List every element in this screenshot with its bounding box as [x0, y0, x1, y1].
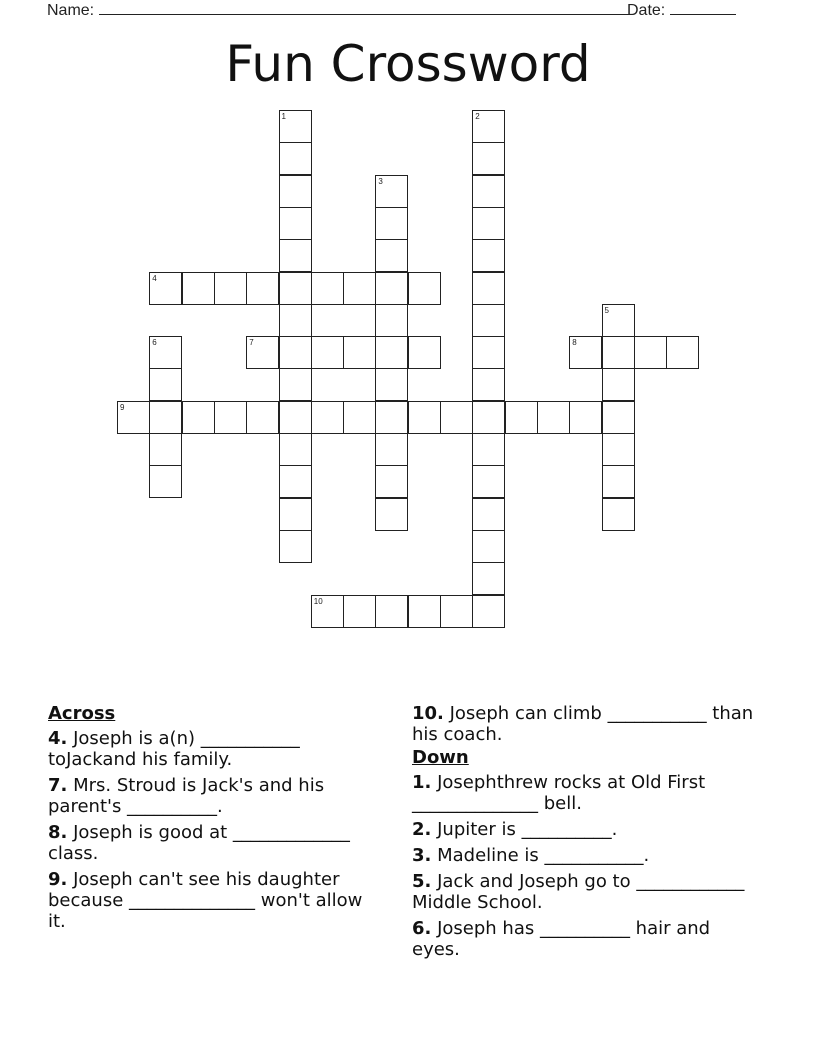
clue-number-label: 8 — [572, 338, 577, 348]
grid-cell[interactable] — [214, 401, 247, 434]
grid-cell[interactable] — [279, 175, 312, 208]
grid-cell[interactable] — [472, 336, 505, 369]
clue-number: 5. — [412, 871, 432, 892]
grid-cell[interactable] — [602, 401, 635, 434]
clues-right-column — [412, 703, 757, 965]
clue-text: Joseph is a(n) ___________ toJackand his family. — [48, 728, 300, 770]
clue-down-6 — [412, 918, 757, 960]
grid-cell[interactable] — [537, 401, 570, 434]
clue-number: 6. — [412, 918, 432, 939]
grid-cell[interactable] — [408, 336, 441, 369]
grid-cell[interactable] — [408, 595, 441, 628]
grid-cell[interactable] — [569, 401, 602, 434]
grid-cell[interactable] — [602, 465, 635, 498]
grid-cell[interactable] — [343, 336, 376, 369]
grid-cell[interactable] — [343, 595, 376, 628]
clue-number: 4. — [48, 728, 68, 749]
clue-number-label: 6 — [152, 338, 157, 348]
grid-cell[interactable] — [602, 433, 635, 466]
clue-number-label: 10 — [313, 596, 323, 606]
grid-cell[interactable] — [472, 530, 505, 563]
grid-cell[interactable] — [375, 595, 408, 628]
clue-number-label: 4 — [152, 273, 157, 283]
clue-number-label: 7 — [249, 338, 254, 348]
clue-down-3 — [412, 845, 757, 866]
grid-cell[interactable] — [182, 272, 215, 305]
grid-cell[interactable] — [279, 207, 312, 240]
grid-cell[interactable] — [246, 401, 279, 434]
grid-cell[interactable] — [375, 368, 408, 401]
grid-cell[interactable] — [472, 498, 505, 531]
grid-cell[interactable] — [472, 207, 505, 240]
grid-cell[interactable] — [472, 595, 505, 628]
grid-cell[interactable] — [472, 401, 505, 434]
clue-text: Jupiter is __________. — [431, 819, 618, 840]
grid-cell[interactable] — [214, 272, 247, 305]
clue-text: Madeline is ___________. — [431, 845, 650, 866]
clue-number: 3. — [412, 845, 432, 866]
clue-number: 7. — [48, 775, 68, 796]
clue-down-2 — [412, 819, 757, 840]
grid-cell[interactable] — [666, 336, 699, 369]
grid-cell[interactable] — [375, 433, 408, 466]
clue-across-9 — [48, 869, 368, 932]
clue-number-label: 5 — [604, 305, 609, 315]
grid-cell[interactable] — [343, 272, 376, 305]
grid-cell[interactable] — [472, 465, 505, 498]
grid-cell[interactable] — [149, 401, 182, 434]
grid-cell[interactable] — [311, 272, 344, 305]
clue-text: Joseph can climb ___________ than his coach. — [412, 703, 754, 745]
grid-cell[interactable] — [375, 498, 408, 531]
grid-cell[interactable] — [472, 433, 505, 466]
clue-text: Joseph is good at _____________ class. — [48, 822, 350, 864]
grid-cell[interactable] — [375, 465, 408, 498]
grid-cell[interactable] — [279, 498, 312, 531]
grid-cell[interactable] — [440, 401, 473, 434]
grid-cell[interactable] — [311, 336, 344, 369]
grid-cell[interactable] — [279, 304, 312, 337]
clue-down-5 — [412, 871, 757, 913]
grid-cell[interactable] — [279, 336, 312, 369]
grid-cell[interactable] — [472, 562, 505, 595]
grid-cell[interactable] — [408, 401, 441, 434]
clue-number: 8. — [48, 822, 68, 843]
across-heading: Across — [48, 703, 116, 724]
clue-number-label: 2 — [475, 112, 480, 121]
clue-text: Mrs. Stroud is Jack's and his parent's __________. — [48, 775, 325, 817]
clue-number: 2. — [412, 819, 432, 840]
grid-cell[interactable] — [472, 239, 505, 272]
grid-cell[interactable] — [279, 142, 312, 175]
grid-cell[interactable] — [149, 433, 182, 466]
grid-cell[interactable] — [343, 401, 376, 434]
clue-number: 10. — [412, 703, 444, 724]
clue-across-8 — [48, 822, 368, 864]
grid-cell[interactable] — [472, 368, 505, 401]
grid-cell[interactable] — [279, 530, 312, 563]
clue-text: Joseph has __________ hair and eyes. — [412, 918, 711, 960]
clue-across-7 — [48, 775, 368, 817]
grid-cell[interactable] — [279, 368, 312, 401]
grid-cell[interactable] — [375, 239, 408, 272]
grid-cell[interactable] — [279, 465, 312, 498]
grid-cell[interactable] — [634, 336, 667, 369]
grid-cell[interactable] — [602, 498, 635, 531]
name-label: Name: — [47, 2, 95, 19]
grid-cell[interactable] — [472, 304, 505, 337]
clue-down-1 — [412, 772, 757, 814]
grid-cell[interactable] — [279, 401, 312, 434]
grid-cell[interactable] — [182, 401, 215, 434]
grid-cell[interactable] — [375, 207, 408, 240]
clue-across-10 — [412, 703, 757, 745]
clue-number-label: 1 — [281, 112, 286, 121]
clue-number: 9. — [48, 869, 68, 890]
clue-number-label: 9 — [120, 402, 125, 412]
grid-cell[interactable] — [472, 272, 505, 305]
grid-cell[interactable] — [408, 272, 441, 305]
grid-cell[interactable] — [246, 272, 279, 305]
grid-cell[interactable] — [279, 433, 312, 466]
grid-cell[interactable] — [472, 142, 505, 175]
grid-cell[interactable] — [602, 368, 635, 401]
clue-number: 1. — [412, 772, 432, 793]
clue-text: Joseph can't see his daughter because ______________ won't allow it. — [48, 869, 363, 932]
clue-across-4 — [48, 728, 368, 770]
clue-text: Jack and Joseph go to ____________ Middle School. — [412, 871, 745, 913]
grid-cell[interactable] — [375, 272, 408, 305]
grid-cell[interactable] — [149, 465, 182, 498]
clue-text: Josephthrew rocks at Old First ______________ bell. — [412, 772, 706, 814]
grid-cell[interactable] — [375, 336, 408, 369]
grid-cell[interactable] — [602, 336, 635, 369]
grid-cell[interactable] — [505, 401, 538, 434]
clues-left-column — [48, 703, 368, 937]
grid-cell[interactable] — [440, 595, 473, 628]
grid-cell[interactable] — [279, 239, 312, 272]
date-label: Date: — [627, 2, 666, 19]
grid-cell[interactable] — [311, 401, 344, 434]
grid-cell[interactable] — [375, 304, 408, 337]
grid-cell[interactable] — [472, 175, 505, 208]
grid-cell[interactable] — [279, 272, 312, 305]
grid-cell[interactable] — [149, 368, 182, 401]
down-heading: Down — [412, 747, 469, 768]
grid-cell[interactable] — [375, 401, 408, 434]
clue-number-label: 3 — [378, 176, 383, 186]
page-title: Fun Crossword — [225, 35, 591, 93]
